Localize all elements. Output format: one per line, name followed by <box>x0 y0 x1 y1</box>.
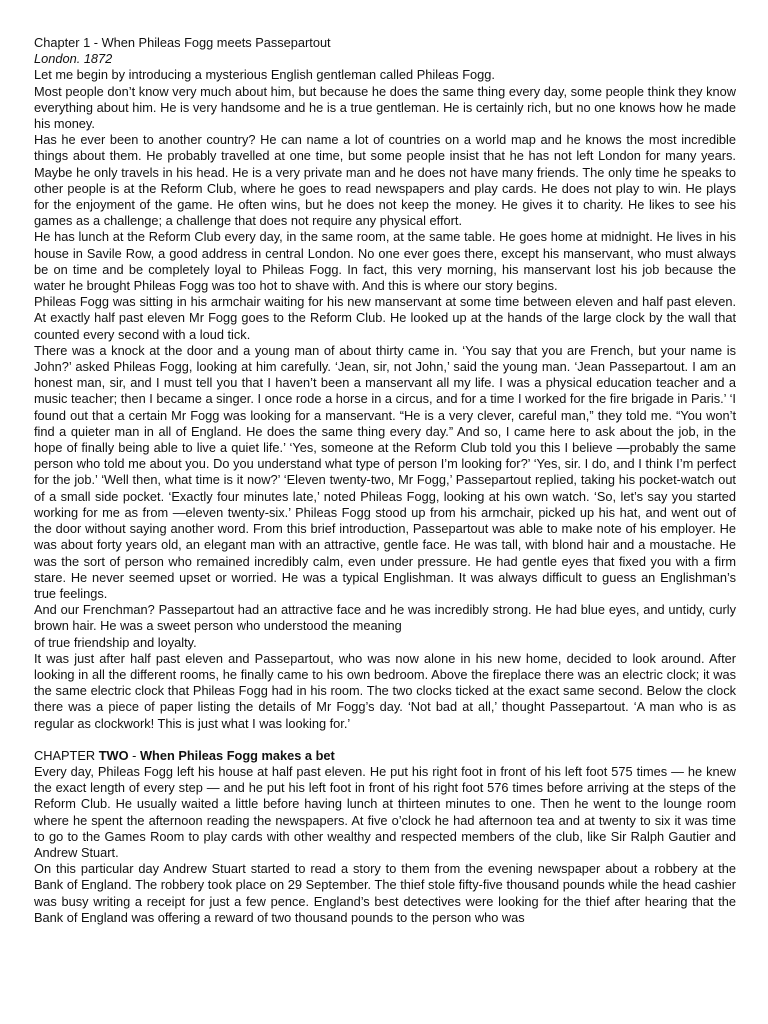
paragraph: There was a knock at the door and a young man of about thirty came in. ‘You say that you are French, but your name is John?’ asked Phileas Fogg, looking at him carefully. ‘Jean, sir, not John,’ said the young man. ‘Jean Passepartout. I am an honest man, sir, and I must tell you that I haven’t been a manservant all my life. I was a physical education teacher and a music teacher; then I became a singer. I once rode a horse in a circus, and for a time I worked for the fire brigade in Paris.’ ‘I found out that a certain Mr Fogg was looking for a manservant. “He is a very clever, careful man,” they told me. “You won’t find a quieter man in all of England. He does the same thing every day.” And so, I came here to ask about the job, in the hope of finally being able to live a quiet life.’ ‘Yes, someone at the Reform Club told you this I believe —probably the same person who told me about you. Do you understand what type of person I’m looking for?’ ‘Yes, sir. I do, and I think I’m perfect for the job.’ ‘Well then, what time is it now?’ ‘Eleven twenty-two, Mr Fogg,’ Passepartout replied, taking his pocket-watch out of a small side pocket. ‘Exactly four minutes late,’ noted Phileas Fogg, looking at his own watch. ‘So, let’s say you started working for me as from —eleven twenty-six.’ Phileas Fogg stood up from his armchair, picked up his hat, and went out of the door without saying another word. From this brief introduction, Passepartout was able to make note of his employer. He was about forty years old, an elegant man with an attractive, gentle face. He was tall, with blond hair and a moustache. He was the sort of person who remained incredibly calm, even under pressure. He had gentle eyes that fixed you with a firm stare. He never seemed upset or worried. He was a typical Englishman. It was always difficult to guess an Englishman’s true feelings. <box>34 342 736 601</box>
chapter-2-heading-number: TWO <box>98 747 129 763</box>
paragraph: It was just after half past eleven and Passepartout, who was now alone in his new home, decided to look around. After looking in all the different rooms, he finally came to his own bedroom. Above the fireplace there was an electric clock; it was the same electric clock that Phileas Fogg had in his room. The two clocks ticked at the exact same second. Below the clock there was a piece of paper listing the details of Mr Fogg’s day. ‘Not bad at all,’ thought Passepartout. ‘A man who is as regular as clockwork! This is just what I was looking for.’ <box>34 650 736 731</box>
chapter-2-heading <box>34 748 736 764</box>
section-gap <box>34 732 736 748</box>
paragraph: He has lunch at the Reform Club every day, in the same room, at the same table. He goes home at midnight. He lives in his house in Savile Row, a good address in central London. No one ever goes there, except his manservant, who must always be on time and be completely loyal to Phileas Fogg. In fact, this very morning, his manservant lost his job because the water he brought Phileas Fogg was too hot to shave with. And this is where our story begins. <box>34 229 736 294</box>
chapter-2-heading-title: When Phileas Fogg makes a bet <box>139 747 335 763</box>
paragraph-continuation: of true friendship and loyalty. <box>34 634 197 650</box>
chapter-1-title: Chapter 1 - When Phileas Fogg meets Passepartout <box>34 35 331 50</box>
place-date: London. 1872 <box>34 51 113 67</box>
chapter-2-heading-prefix: CHAPTER <box>34 747 99 763</box>
paragraph: And our Frenchman? Passepartout had an attractive face and he was incredibly strong. He had blue eyes, and untidy, curly brown hair. He was a sweet person who understood the meaning <box>34 602 736 634</box>
paragraph: On this particular day Andrew Stuart started to read a story to them from the evening newspaper about a robbery at the Bank of England. The robbery took place on 29 September. The thief stole fifty-five thousand pounds while the head cashier was busy writing a receipt for just a few pence. England’s best detectives were looking for the thief after hearing that the Bank of England was offering a reward of two thousand pounds to the person who was <box>34 861 736 925</box>
paragraph: Let me begin by introducing a mysterious English gentleman called Phileas Fogg. <box>34 67 495 83</box>
chapter-2-heading-separator: - <box>128 747 140 763</box>
paragraph: Phileas Fogg was sitting in his armchair waiting for his new manservant at some time between eleven and half past eleven. At exactly half past eleven Mr Fogg goes to the Reform Club. He looked up at the hands of the large clock by the wall that counted every second with a loud tick. <box>34 294 736 342</box>
paragraph: Every day, Phileas Fogg left his house at half past eleven. He put his right foot in front of his left foot 575 times — he knew the exact length of every step — and he put his left foot in front of his right foot 576 times before arriving at the steps of the Reform Club. He usually waited a little before having lunch at thirteen minutes to one. Then he went to the lounge room where he spent the afternoon reading the newspapers. At five o’clock he had afternoon tea and at twenty to six it was time to go to the Games Room to play cards with other wealthy and respected members of the club, like Sir Ralph Gautier and Andrew Stuart. <box>34 763 736 860</box>
paragraph: Has he ever been to another country? He can name a lot of countries on a world map and he knows the most incredible things about them. He probably travelled at one time, but some people insist that he has not left London for many years. Maybe he only travels in his head. He is a very private man and he does not have many friends. The only time he speaks to other people is at the Reform Club, where he goes to read newspapers and play cards. He does not play to win. He plays for the enjoyment of the game. He often wins, but he does not keep the money. He gives it to charity. He likes to see his games as a challenge; a challenge that does not require any physical effort. <box>34 132 736 229</box>
paragraph: Most people don’t know very much about him, but because he does the same thing every day, some people think they know everything about him. He is very handsome and he is a true gentleman. He is certainly rich, but no one knows how he made his money. <box>34 83 736 132</box>
